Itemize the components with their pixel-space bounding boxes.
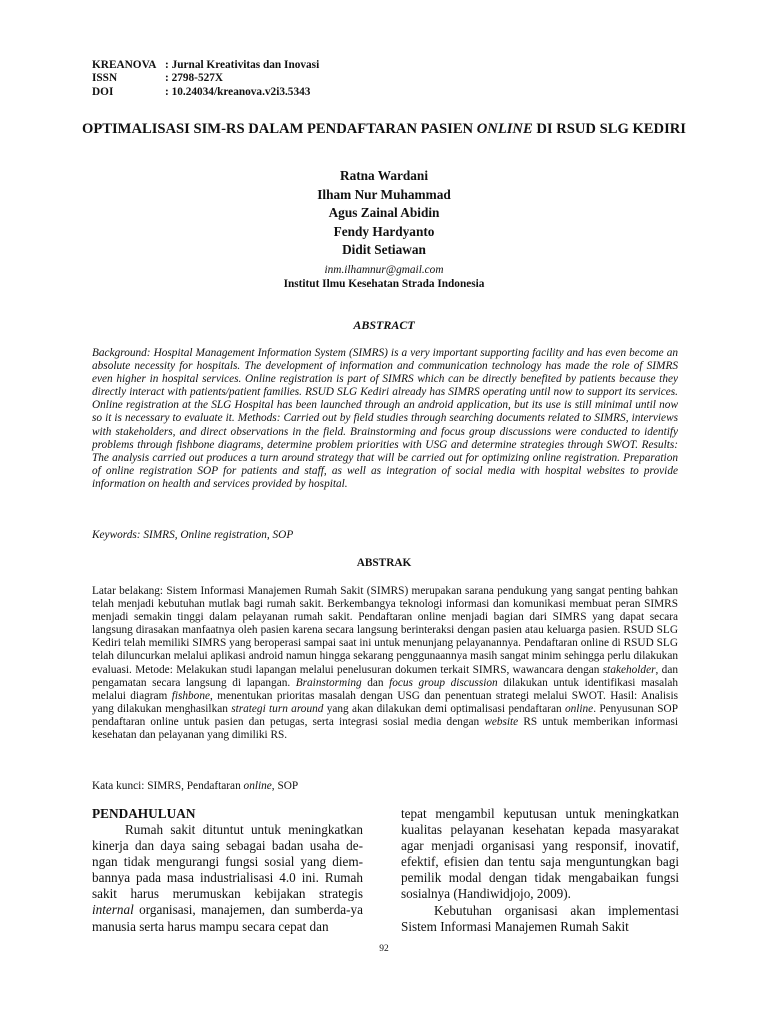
author-name: Fendy Hardyanto [333, 223, 435, 239]
journal-value: : 2798-527X [165, 72, 224, 85]
abstrak-text [92, 585, 678, 742]
author-name: Agus Zainal Abidin [328, 205, 440, 220]
intro-left-column [92, 806, 363, 935]
section-heading: PENDAHULUAN [92, 806, 196, 821]
author-name: Ilham Nur Muhammad [317, 186, 451, 202]
journal-row-doi [92, 86, 319, 99]
abstract-text: Background: Hospital Management Information System (SIMRS) is a very important supporting facility and has even become an absolute necessity for hospitals. The development of information and communication technology has made the role of SIMRS even higher in hospital services. Online registration is part of SIMRS which can be directly benefited by patients because they directly interact with patients/patient families. RSUD SLG Kediri already has SIMRS operating until now to support its services. Online registration at the SLG Hospital has been launched through an android application, but its use is still minimal until now so it is necessary to evaluate it. Methods: Carried out by field studies through searching documents related to SIMRS, interviews with stakeholders, and direct observations in the field. Brainstorming and focus group discussions were conducted to identify problems through fishbone diagrams, determine problem priorities with USG and determine strategies through SWOT. Results: The analysis carried out produces a turn around strategy that will be carried out for optimizing online registration. Preparation of online registration SOP for patients and staff, as well as integration of social media with hospital websites to provide information on health and services provided by hospital. [92, 347, 678, 490]
keywords-segment: , SOP [271, 780, 299, 792]
author-email: inm.ilhamnur@gmail.com [324, 264, 444, 276]
intro-right-column [401, 806, 679, 935]
author-list [0, 167, 768, 260]
author-name: Didit Setiawan [342, 242, 426, 257]
intro-segment: Rumah sakit dituntut untuk meningkatkan kinerja dan daya saing sebagai badan usaha de-ngan tidak mengurangi fungsi sosial yang diem-bannya pada masa industrialisasi 4.0 ini. Rumah sakit harus merumuskan kebijakan strategis [92, 822, 363, 902]
title-part-2: DI RSUD SLG KEDIRI [532, 121, 686, 137]
abstrak-italic: website [484, 715, 519, 728]
abstract-heading: ABSTRACT [353, 318, 415, 332]
abstrak-segment: , menentukan prioritas masalah dengan USG dan penentuan strategi melalui SWOT. Hasil: Analisis yang dilakukan menghasilkan [92, 689, 678, 715]
keywords-segment: Kata kunci: SIMRS, Pendaftaran [92, 780, 244, 792]
abstrak-segment: RS untuk memberikan informasi kesehatan dan pelayanan yang dimiliki RS. [92, 715, 678, 742]
title-part-1: OPTIMALISASI SIM-RS DALAM PENDAFTARAN PASIEN [82, 121, 477, 137]
journal-row-issn [92, 72, 319, 85]
abstrak-segment: Latar belakang: Sistem Informasi Manajemen Rumah Sakit (SIMRS) merupakan sarana pendukung yang sangat penting bahkan telah menjadi kebutuhan mutlak bagi rumah sakit. Berkembangya teknologi informasi dan komunikasi membuat peran SIMRS menjadi semakin tinggi dalam pelayanan rumah sakit. Pendaftaran online menjadi bagian dari SIMRS yang dapat secara langsung dirasakan manfaatnya oleh pasien karena secara langsung berinteraksi dengan pasien atau keluarga pasien. RSUD SLG Kediri telah memiliki SIMRS yang beroperasi sampai saat ini untuk menunjang pelayanannya. Pendaftaran online di RSUD SLG telah diluncurkan melalui aplikasi android namun hingga sekarang penggunaannya masih sangat minim sehingga perlu dilakukan evaluasi. Metode: Melakukan studi lapangan melalui penelusuran dokumen terkait SIMRS, wawancara dengan [92, 585, 678, 676]
abstrak-italic: strategi turn around [231, 702, 324, 715]
journal-row-name [92, 59, 319, 72]
keywords-italic: online [243, 780, 272, 792]
journal-key: DOI [92, 85, 114, 98]
intro-paragraph: tepat mengambil keputusan untuk meningkatkan kualitas pelayanan kesehatan kepada masyarakat agar menjadi organisasi yang responsif, inovatif, efektif, efisien dan tentu saja menguntungkan bagi pemilik modal dengan tidak mengabaikan fungsi sosialnya (Handiwidjojo, 2009). [401, 806, 679, 902]
intro-italic: internal [92, 902, 134, 918]
abstrak-italic: fishbone [171, 689, 210, 702]
intro-paragraph [92, 822, 363, 935]
intro-segment: organisasi, manajemen, dan sumberda-ya manusia serta harus mampu secara cepat dan [92, 902, 363, 934]
abstrak-heading: ABSTRAK [356, 557, 412, 569]
abstrak-segment: , dan pengamatan secara langsung di lapangan. [92, 663, 678, 689]
page-number: 92 [379, 944, 389, 954]
keywords-id [92, 780, 678, 793]
institution: Institut Ilmu Kesehatan Strada Indonesia [283, 278, 485, 290]
abstrak-italic: Brainstorming [295, 676, 362, 689]
intro-paragraph: Kebutuhan organisasi akan implementasi Sistem Informasi Manajemen Rumah Sakit [401, 902, 679, 934]
abstrak-italic: focus group discussion [389, 676, 498, 689]
abstrak-italic: online [564, 702, 594, 715]
keywords-en: Keywords: SIMRS, Online registration, SOP [92, 529, 294, 541]
abstrak-italic: stakeholder [602, 663, 656, 676]
paper-title [80, 120, 688, 138]
journal-value: : 10.24034/kreanova.v2i3.5343 [165, 85, 311, 98]
abstrak-segment: dilakukan untuk identifikasi masalah melalui diagram [92, 676, 679, 702]
abstrak-segment: yang akan dilakukan demi optimalisasi pendaftaran [323, 702, 565, 715]
author-name: Ratna Wardani [339, 168, 429, 183]
title-italic: ONLINE [476, 121, 533, 137]
journal-value: : Jurnal Kreativitas dan Inovasi [165, 59, 320, 71]
abstrak-segment: dan [361, 676, 390, 689]
journal-key: ISSN [92, 72, 118, 85]
journal-key: KREANOVA [92, 59, 157, 71]
abstrak-segment: . Penyusunan SOP pendaftaran online untuk pasien dan petugas, serta integrasi sosial media dengan [92, 702, 678, 728]
journal-header [92, 59, 319, 99]
